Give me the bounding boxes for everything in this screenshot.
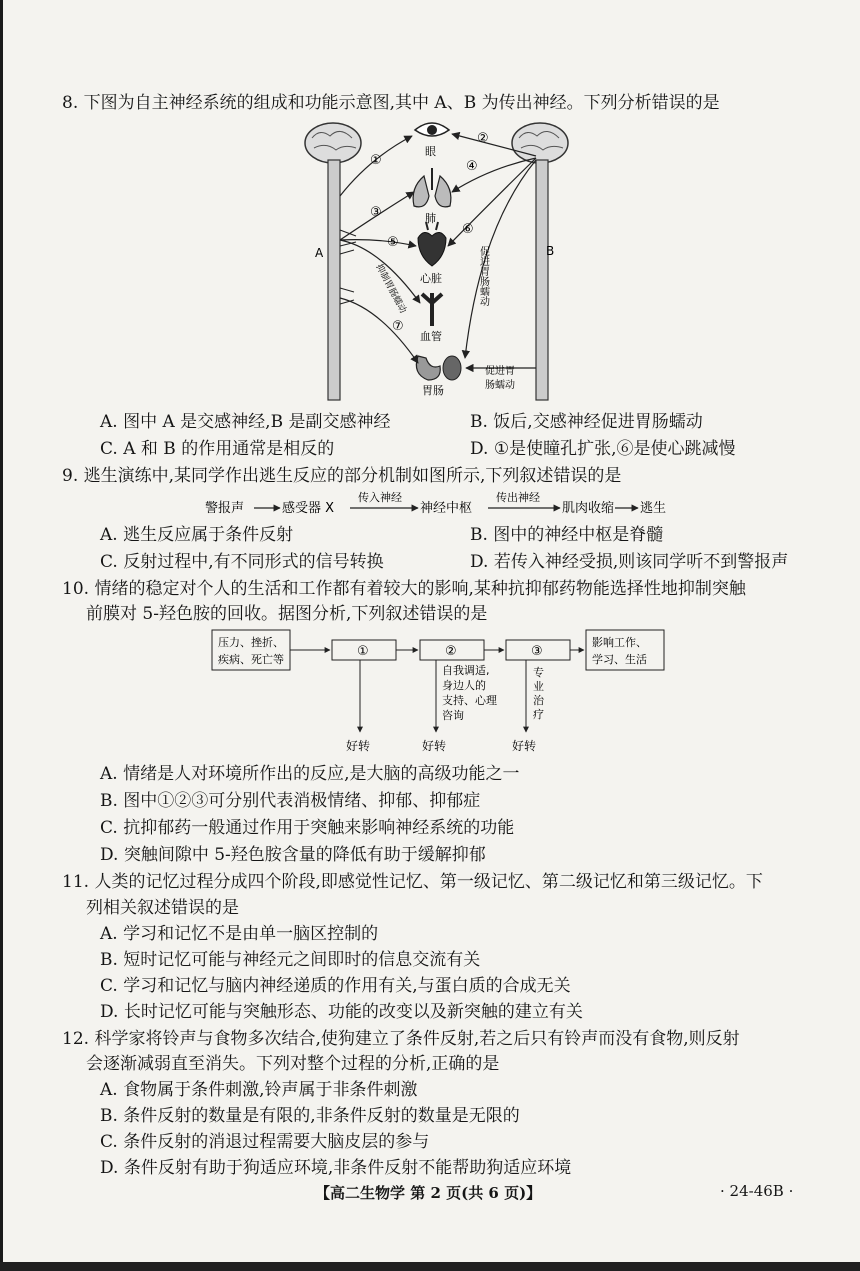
note-3-char1: 专: [533, 666, 544, 679]
right-spinal-cord: [536, 160, 548, 400]
q8-option-d: D. ①是使瞳孔扩张,⑥是使心跳减慢: [470, 439, 736, 459]
lung-icon: [413, 168, 451, 207]
flow-escape: 逃生: [640, 501, 667, 516]
promote-gut-bottom-label-2: 肠蠕动: [485, 380, 515, 391]
note-3-char3: 治: [533, 694, 544, 707]
q11-option-a: A. 学习和记忆不是由单一脑区控制的: [100, 924, 379, 944]
q12-option-a: A. 食物属于条件刺激,铃声属于非条件刺激: [100, 1080, 418, 1100]
scan-edge-left: [0, 0, 3, 1271]
left-spinal-cord: [328, 160, 340, 400]
organ-gut-label: 胃肠: [422, 384, 444, 397]
flow-end-line2: 学习、生活: [592, 653, 647, 666]
blood-vessel-icon: [422, 293, 442, 326]
q12-option-c: C. 条件反射的消退过程需要大脑皮层的参与: [100, 1132, 430, 1152]
flow-nerve-center: 神经中枢: [420, 501, 473, 516]
organ-vessel-label: 血管: [420, 330, 442, 343]
note-2-line3: 支持、心理: [442, 694, 497, 707]
q9-stem: 9. 逃生演练中,某同学作出逃生反应的部分机制如图所示,下列叙述错误的是: [62, 466, 622, 486]
organ-heart-label: 心脏: [420, 272, 442, 285]
q8-option-b: B. 饭后,交感神经促进胃肠蠕动: [470, 412, 703, 432]
flow-start-line2: 疾病、死亡等: [218, 653, 284, 666]
flow-alarm-sound: 警报声: [205, 501, 245, 516]
left-brain-icon: [305, 123, 361, 163]
q10-stem-line2: 前膜对 5-羟色胺的回收。据图分析,下列叙述错误的是: [86, 604, 488, 624]
emotion-flowchart: [208, 626, 688, 756]
note-2-line1: 自我调适,: [442, 664, 490, 677]
q12-option-d: D. 条件反射有助于狗适应环境,非条件反射不能帮助狗适应环境: [100, 1158, 572, 1178]
footer-paper-code: · 24-46B ·: [720, 1182, 794, 1200]
escape-reflex-flowchart: [200, 490, 680, 520]
flow-box-1: ①: [357, 644, 369, 659]
q9-option-b: B. 图中的神经中枢是脊髓: [470, 525, 664, 545]
outcome-better-3: 好转: [512, 739, 537, 753]
q11-option-c: C. 学习和记忆与脑内神经递质的作用有关,与蛋白质的合成无关: [100, 976, 571, 996]
marker-2: ②: [477, 131, 489, 146]
flow-start-line1: 压力、挫折、: [218, 636, 284, 649]
note-3-char4: 疗: [533, 708, 544, 721]
promote-gut-bottom-label-1: 促进胃: [485, 366, 515, 377]
q9-option-a: A. 逃生反应属于条件反射: [100, 525, 294, 545]
q8-option-c: C. A 和 B 的作用通常是相反的: [100, 439, 335, 459]
flow-efferent-label: 传出神经: [496, 491, 540, 504]
q8-option-a: A. 图中 A 是交感神经,B 是副交感神经: [100, 412, 391, 432]
note-2-line2: 身边人的: [442, 679, 486, 692]
heart-icon: [418, 222, 446, 266]
marker-5: ⑤: [387, 235, 399, 250]
flow-box-2: ②: [445, 644, 457, 659]
label-B: B: [546, 244, 555, 258]
marker-4: ④: [466, 159, 478, 174]
note-2-line4: 咨询: [442, 709, 464, 722]
inhibit-gut-label: 抑制胃肠蠕动: [373, 262, 408, 316]
organ-lung-label: 肺: [425, 212, 436, 225]
flow-muscle-contraction: 肌肉收缩: [562, 501, 615, 516]
marker-7: ⑦: [392, 319, 404, 334]
promote-gut-vertical-label: 促进胃肠蠕动: [477, 246, 489, 306]
q11-stem-line1: 11. 人类的记忆过程分成四个阶段,即感觉性记忆、第一级记忆、第二级记忆和第三级记忆。下: [62, 872, 763, 892]
flow-receptor-x: 感受器 X: [282, 501, 335, 516]
q10-stem-line1: 10. 情绪的稳定对个人的生活和工作都有着较大的影响,某种抗抑郁药物能选择性地抑制突触: [62, 579, 746, 599]
q11-stem-line2: 列相关叙述错误的是: [86, 898, 239, 918]
outcome-better-2: 好转: [422, 739, 447, 753]
scan-edge-bottom: [0, 1262, 860, 1271]
outcome-better-1: 好转: [346, 739, 371, 753]
marker-3: ③: [370, 205, 382, 220]
q10-option-b: B. 图中①②③可分别代表消极情绪、抑郁、抑郁症: [100, 791, 481, 811]
q12-option-b: B. 条件反射的数量是有限的,非条件反射的数量是无限的: [100, 1106, 520, 1126]
q11-option-d: D. 长时记忆可能与突触形态、功能的改变以及新突触的建立有关: [100, 1002, 583, 1022]
flow-box-3: ③: [531, 644, 543, 659]
q9-option-c: C. 反射过程中,有不同形式的信号转换: [100, 552, 384, 572]
marker-1: ①: [370, 153, 382, 168]
q8-stem: 8. 下图为自主神经系统的组成和功能示意图,其中 A、B 为传出神经。下列分析错误的是: [62, 93, 720, 113]
organ-eye-label: 眼: [425, 145, 436, 158]
footer-page-info: 【高二生物学 第 2 页(共 6 页)】: [315, 1184, 542, 1202]
right-brain-icon: [512, 123, 568, 163]
flow-afferent-label: 传入神经: [358, 491, 402, 504]
q10-option-a: A. 情绪是人对环境所作出的反应,是大脑的高级功能之一: [100, 764, 520, 784]
q9-option-d: D. 若传入神经受损,则该同学听不到警报声: [470, 552, 789, 572]
autonomic-nervous-diagram: [300, 118, 600, 403]
note-3-char2: 业: [533, 680, 544, 693]
label-A: A: [315, 246, 324, 260]
q11-option-b: B. 短时记忆可能与神经元之间即时的信息交流有关: [100, 950, 481, 970]
q12-stem-line2: 会逐渐减弱直至消失。下列对整个过程的分析,正确的是: [86, 1054, 500, 1074]
q12-stem-line1: 12. 科学家将铃声与食物多次结合,使狗建立了条件反射,若之后只有铃声而没有食物,则反射: [62, 1029, 740, 1049]
flow-end-line1: 影响工作、: [592, 636, 647, 649]
q10-option-c: C. 抗抑郁药一般通过作用于突触来影响神经系统的功能: [100, 818, 515, 838]
eye-icon: [415, 123, 449, 136]
stomach-intestine-icon: [416, 356, 461, 380]
q10-option-d: D. 突触间隙中 5-羟色胺含量的降低有助于缓解抑郁: [100, 845, 486, 865]
marker-6: ⑥: [462, 222, 474, 237]
